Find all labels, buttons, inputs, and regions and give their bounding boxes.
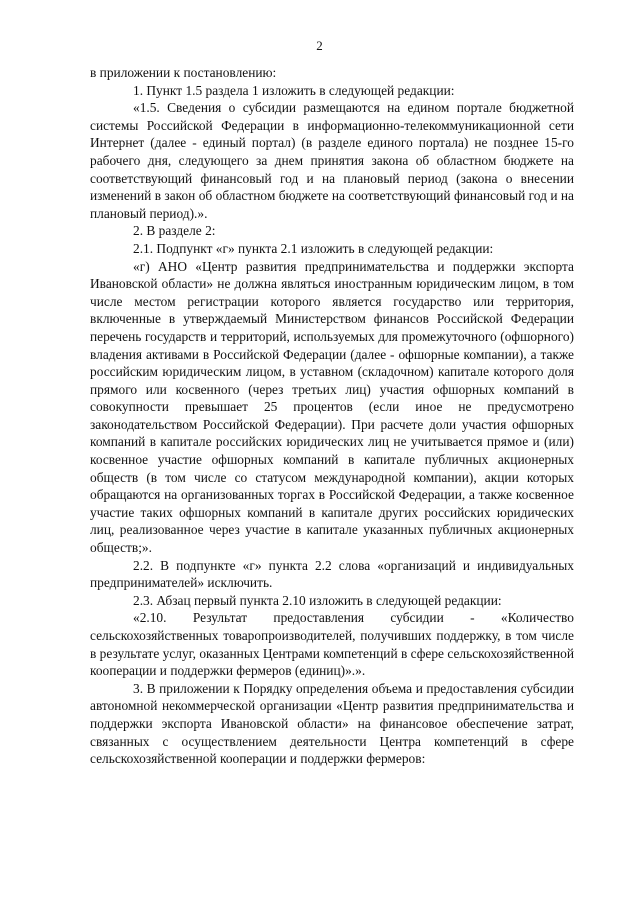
document-body [90,64,574,768]
paragraph-item-2-3: 2.3. Абзац первый пункта 2.10 изложить в следующей редакции: [133,592,502,608]
paragraph-item-2-1-text: «г) АНО «Центр развития предпринимательства и поддержки экспорта Ивановской области» не должна являться иностранным юридическим лицом, в том числе местом регистрации которого является государство или территория, включенные в утверждаемый Министерством финансов Российской Федерации перечень государств и территорий, используемых для промежуточного (офшорного) владения активами в Российской Федерации (далее - офшорные компании), а также российским юридическим лицом, в уставном (складочном) капитале которого доля прямого или косвенного (через третьих лиц) участия офшорных компаний в совокупности превышает 25 процентов (если иное не предусмотрено законодательством Российской Федерации). При расчете доли участия офшорных компаний в капитале российских юридических лиц не учитывается прямое и (или) косвенное участие офшорных компаний в капитале публичных акционерных обществ (в том числе со статусом международной компании), акции которых обращаются на организованных торгах в Российской Федерации, а также косвенное участие таких офшорных компаний в капитале других российских юридических лиц, реализованное через участие в капитале указанных публичных акционерных обществ;». [90,258,574,556]
paragraph-item-2-10-text: «2.10. Результат предоставления субсидии - «Количество сельскохозяйственных товаропроизводителей, получивших поддержку, в том числе в результате услуг, оказанных Центрами компетенций в сфере сельскохозяйственной кооперации и поддержки фермеров (единиц)».». [90,610,574,679]
paragraph-item-2: 2. В разделе 2: [133,223,216,239]
page-number: 2 [316,38,323,53]
paragraph-item-2-1: 2.1. Подпункт «г» пункта 2.1 изложить в следующей редакции: [133,240,494,256]
paragraph-item-1-5-text: «1.5. Сведения о субсидии размещаются на едином портале бюджетной системы Российской Федерации в информационно-телекоммуникационной сети Интернет (далее - единый портал) (в разделе единого портала) не позднее 15-го рабочего дня, следующего за днем принятия закона об областном бюджете на соответствующий финансовый год и на плановый период (закона о внесении изменений в закон об областном бюджете на соответствующий финансовый год и на плановый период).». [90,100,574,221]
paragraph-intro: в приложении к постановлению: [90,65,277,80]
paragraph-item-3: 3. В приложении к Порядку определения объема и предоставления субсидии автономной некоммерческой организации «Центр развития предпринимательства и поддержки экспорта Ивановской области» на финансовое обеспечение затрат, связанных с осуществлением деятельности Центра компетенций в сфере сельскохозяйственной кооперации и поддержки фермеров: [90,680,574,767]
paragraph-item-1: 1. Пункт 1.5 раздела 1 изложить в следующей редакции: [133,82,455,98]
paragraph-item-2-2: 2.2. В подпункте «г» пункта 2.2 слова «организаций и индивидуальных предпринимателей» исключить. [90,557,574,591]
